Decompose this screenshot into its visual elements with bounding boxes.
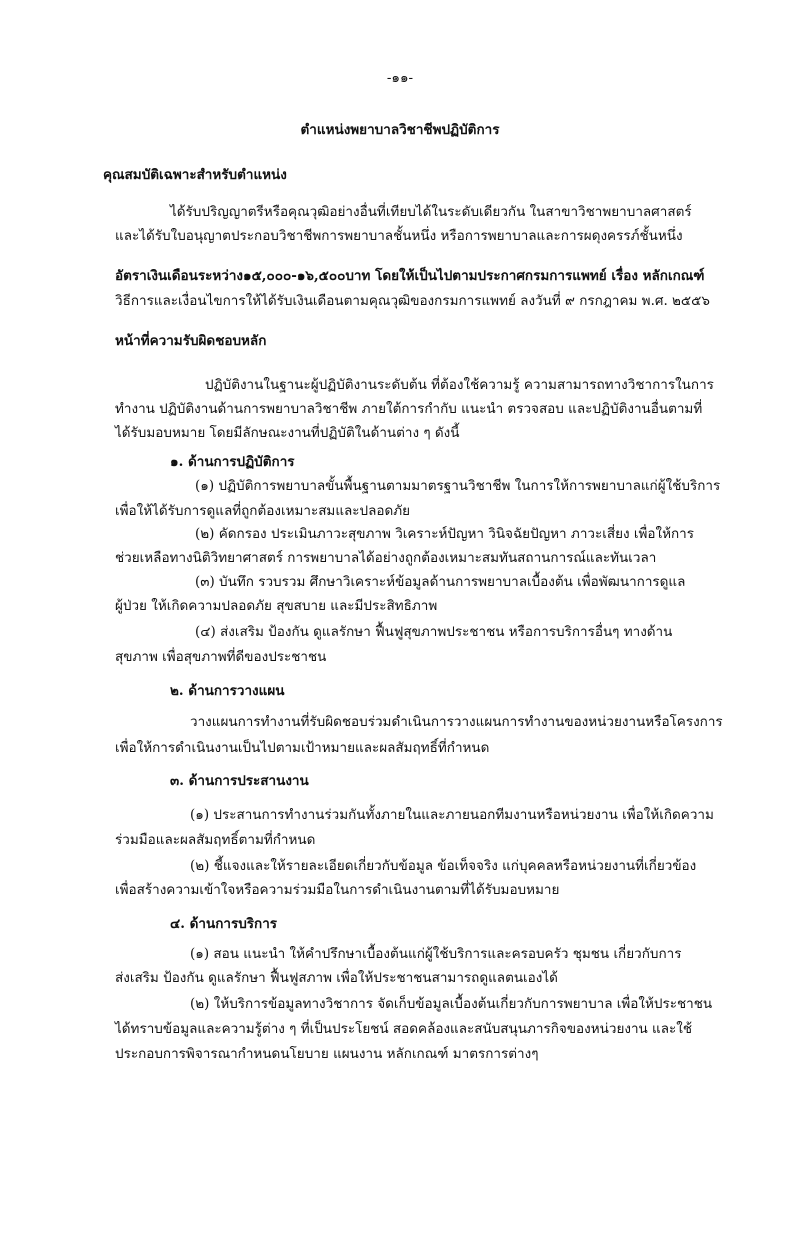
page-title: ตำแหน่งพยาบาลวิชาชีพปฏิบัติการ <box>300 122 500 138</box>
section-line: เพื่อสร้างความเข้าใจหรือความร่วมมือในการดำเนินงานตามที่ได้รับมอบหมาย <box>115 882 560 898</box>
section-line: (๑) ปฏิบัติการพยาบาลขั้นพื้นฐานตามมาตรฐานวิชาชีพ ในการให้การพยาบาลแก่ผู้ใช้บริการ <box>195 478 721 494</box>
section-line: (๒) ชี้แจงและให้รายละเอียดเกี่ยวกับข้อมูล ข้อเท็จจริง แก่บุคคลหรือหน่วยงานที่เกี่ยวข้อง <box>190 858 697 874</box>
section-line: (๒) คัดกรอง ประเมินภาวะสุขภาพ วิเคราะห์ปัญหา วินิจฉัยปัญหา ภาวะเสี่ยง เพื่อให้การ <box>195 526 694 542</box>
section-heading: ๓. ด้านการประสานงาน <box>170 773 309 789</box>
qualifications-line: ได้รับปริญญาตรีหรือคุณวุฒิอย่างอื่นที่เทียบได้ในระดับเดียวกัน ในสาขาวิชาพยาบาลศาสตร์ <box>170 204 692 220</box>
section-line: (๓) บันทึก รวบรวม ศึกษาวิเคราะห์ข้อมูลด้านการพยาบาลเบื้องต้น เพื่อพัฒนาการดูแล <box>195 574 686 590</box>
section-line: ประกอบการพิจารณากำหนดนโยบาย แผนงาน หลักเกณฑ์ มาตรการต่างๆ <box>115 1046 539 1062</box>
duties-intro-line: ได้รับมอบหมาย โดยมีลักษณะงานที่ปฏิบัติในด้านต่าง ๆ ดังนี้ <box>115 425 460 441</box>
section-line: ผู้ป่วย ให้เกิดความปลอดภัย สุขสบาย และมีประสิทธิภาพ <box>115 598 438 614</box>
section-line: วางแผนการทำงานที่รับผิดชอบร่วมดำเนินการวางแผนการทำงานของหน่วยงานหรือโครงการ <box>190 714 723 730</box>
salary-line: วิธีการและเงื่อนไขการให้ได้รับเงินเดือนตามคุณวุฒิของกรมการแพทย์ ลงวันที่ ๙ กรกฎาคม พ.ศ. ๒๕๕๖ <box>115 293 710 309</box>
salary-line: อัตราเงินเดือนระหว่าง๑๕,๐๐๐-๑๖,๕๐๐บาท โดยให้เป็นไปตามประกาศกรมการแพทย์ เรื่อง หลักเกณฑ์ <box>115 268 705 284</box>
section-line: ได้ทราบข้อมูลและความรู้ต่าง ๆ ที่เป็นประโยชน์ สอดคล้องและสนับสนุนภารกิจของหน่วยงาน และใช้ <box>115 1021 693 1037</box>
duties-intro-line: ทำงาน ปฏิบัติงานด้านการพยาบาลวิชาชีพ ภายใต้การกำกับ แนะนำ ตรวจสอบ และปฏิบัติงานอื่นตามที่ <box>115 401 703 417</box>
section-line: ร่วมมือและผลสัมฤทธิ์ตามที่กำหนด <box>115 832 316 848</box>
section-line: เพื่อให้การดำเนินงานเป็นไปตามเป้าหมายและผลสัมฤทธิ์ที่กำหนด <box>115 740 490 756</box>
duties-heading: หน้าที่ความรับผิดชอบหลัก <box>115 333 267 349</box>
qualifications-heading: คุณสมบัติเฉพาะสำหรับตำแหน่ง <box>103 167 287 183</box>
page-number: -๑๑- <box>386 70 414 86</box>
section-heading: ๒. ด้านการวางแผน <box>170 683 285 699</box>
section-line: ช่วยเหลือทางนิติวิทยาศาสตร์ การพยาบาลได้อย่างถูกต้องเหมาะสมทันสถานการณ์และทันเวลา <box>115 550 657 566</box>
section-line: (๔) ส่งเสริม ป้องกัน ดูแลรักษา ฟื้นฟูสุขภาพประชาชน หรือการบริการอื่นๆ ทางด้าน <box>195 624 673 640</box>
section-line: (๑) ประสานการทำงานร่วมกันทั้งภายในและภายนอกทีมงานหรือหน่วยงาน เพื่อให้เกิดความ <box>190 807 714 823</box>
section-heading: ๑. ด้านการปฏิบัติการ <box>170 454 295 470</box>
section-line: (๑) สอน แนะนำ ให้คำปรึกษาเบื้องต้นแก่ผู้ใช้บริการและครอบครัว ชุมชน เกี่ยวกับการ <box>190 946 682 962</box>
section-line: เพื่อให้ได้รับการดูแลที่ถูกต้องเหมาะสมและปลอดภัย <box>115 503 411 519</box>
section-line: ส่งเสริม ป้องกัน ดูแลรักษา ฟื้นฟูสภาพ เพื่อให้ประชาชนสามารถดูแลตนเองได้ <box>115 970 558 986</box>
section-heading: ๔. ด้านการบริการ <box>170 916 278 932</box>
section-line: (๒) ให้บริการข้อมูลทางวิชาการ จัดเก็บข้อมูลเบื้องต้นเกี่ยวกับการพยาบาล เพื่อให้ประชาชน <box>190 996 713 1012</box>
section-line: สุขภาพ เพื่อสุขภาพที่ดีของประชาชน <box>115 649 327 665</box>
qualifications-line: และได้รับใบอนุญาตประกอบวิชาชีพการพยาบาลชั้นหนึ่ง หรือการพยาบาลและการผดุงครรภ์ชั้นหนึ่ง <box>115 228 683 244</box>
duties-intro-line: ปฏิบัติงานในฐานะผู้ปฏิบัติงานระดับต้น ที่ต้องใช้ความรู้ ความสามารถทางวิชาการในการ <box>205 377 714 393</box>
